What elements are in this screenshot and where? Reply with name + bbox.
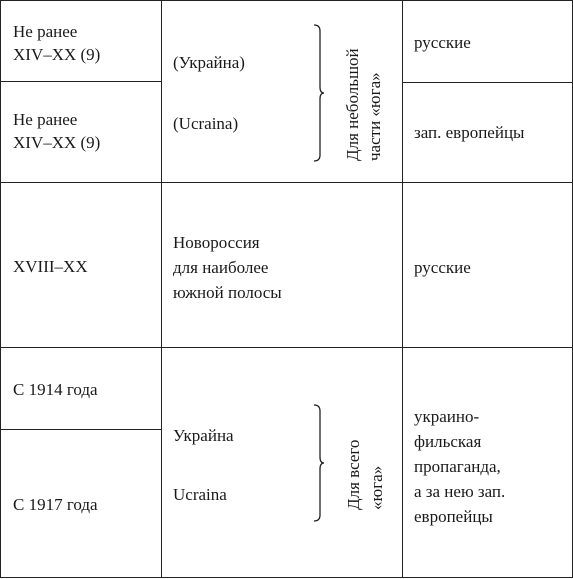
name-cell-ukraina: Украйна [173,426,234,445]
users-cell-3: русские [414,258,471,277]
curly-brace-group1 [312,24,326,162]
period-cell-4: С 1914 года [13,380,98,399]
users-cell-1: русские [414,33,471,52]
row-divider-3a [0,429,161,430]
table-border-left [0,0,1,578]
name-cell-novorossiya-line-1: Новороссия [173,233,260,252]
row-divider-group2 [0,347,573,348]
name-cell-novorossiya-line-2: для наиболее [173,258,269,277]
period-cell-2-line-1: Не ранее [13,110,78,129]
period-cell-1-line-1: Не ранее [13,22,78,41]
row-divider-1a [0,81,161,82]
group2-label-line-2: «юга» [367,465,386,510]
period-cell-5: С 1917 года [13,495,98,514]
table-border-top [0,0,573,1]
name-cell-novorossiya-line-3: южной полосы [173,283,282,302]
row-divider-group1 [0,182,573,183]
users-cell-4-line-2: фильская [414,432,482,451]
row-divider-1b [402,82,573,83]
column-divider-2 [402,0,403,578]
period-cell-2-line-2: XIV–XX (9) [13,133,101,152]
period-cell-1-line-2: XIV–XX (9) [13,45,101,64]
users-cell-4-line-3: пропаганда, [414,457,501,476]
group2-label-line-1: Для всего [344,439,363,510]
users-cell-2: зап. европейцы [414,123,525,142]
period-cell-3: XVIII–XX [13,257,88,276]
column-divider-1 [161,0,162,578]
name-cell-ucraina-lat: (Ucraina) [173,114,239,133]
table-border-bottom [0,577,573,578]
users-cell-4-line-4: а за нею зап. [414,482,506,501]
group1-label-line-1: Для небольшой [343,48,362,161]
curly-brace-group2 [312,404,326,522]
users-cell-4-line-1: украино- [414,407,480,426]
name-cell-ucraina: Ucraina [173,485,227,504]
users-cell-4-line-5: европейцы [414,507,493,526]
name-cell-ukraina-cyr: (Украйна) [173,53,245,72]
group1-label-line-2: части «юга» [365,72,384,161]
